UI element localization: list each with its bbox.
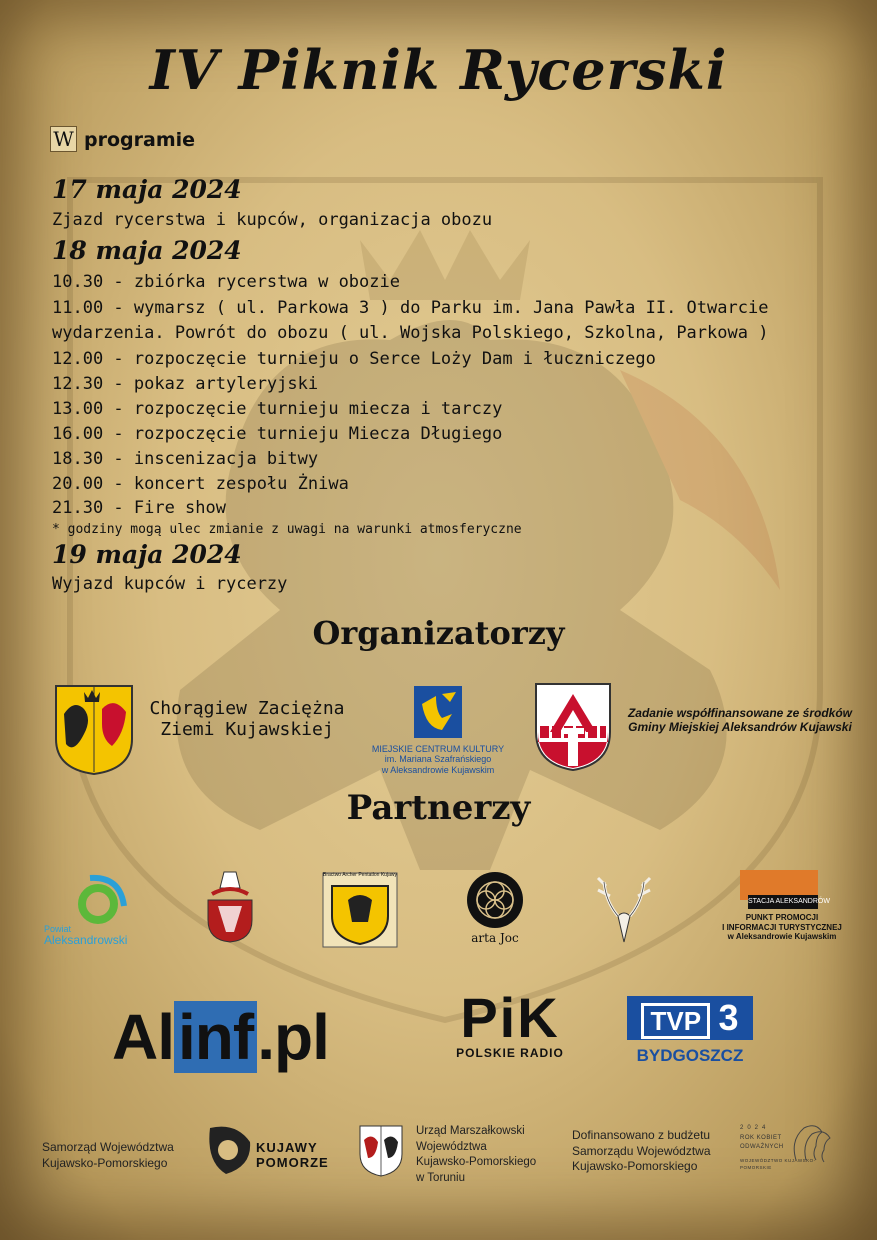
choragiew-name-line2: Ziemi Kujawskiej <box>160 719 334 740</box>
powiat-name: Aleksandrowski <box>44 933 128 948</box>
schedule-line: 21.30 - Fire show <box>52 498 226 518</box>
polskie-radio-text: POLSKIE RADIO <box>456 1046 564 1060</box>
day-3-line: Wyjazd kupców i rycerzy <box>52 574 288 594</box>
kujawy-line2: POMORZE <box>256 1154 329 1170</box>
rok-line2: ODWAŻNYCH <box>740 1144 784 1151</box>
rok-line1: ROK KOBIET <box>740 1134 782 1141</box>
urzad-line1: Urząd Marszałkowski <box>416 1125 525 1137</box>
aleksandrow-coat-of-arms <box>534 682 612 772</box>
punkt-line2: I INFORMACJI TURYSTYCZNEJ <box>722 922 842 932</box>
powiat-logo <box>68 872 132 928</box>
kujawy-pomorze-logo <box>206 1122 254 1176</box>
day-3-date: 19 maja 2024 <box>52 540 242 569</box>
knight-crest-logo <box>204 870 256 944</box>
mck-name-line1: MIEJSKIE CENTRUM KULTURY <box>371 744 505 754</box>
dofin-line1: Dofinansowano z budżetu <box>572 1128 711 1142</box>
dofin-line2: Samorządu Województwa <box>572 1143 711 1158</box>
urzad-line2: Województwa <box>416 1140 487 1153</box>
alinf-part-a: Al <box>112 1001 174 1073</box>
tvp-wordmark: TVP <box>641 1003 710 1039</box>
schedule-line: wydarzenia. Powrót do obozu ( ul. Wojska Polskiego, Szkolna, Parkowa ) <box>52 323 769 343</box>
pik-logo <box>452 986 568 1060</box>
choragiew-coat-of-arms <box>54 684 134 776</box>
choragiew-name-line1: Chorągiew Zaciężna <box>149 698 345 719</box>
rok-kobiet-faces-logo <box>786 1120 836 1166</box>
tvp-number: 3 <box>718 997 739 1038</box>
schedule-line: 12.30 - pokaz artyleryjski <box>52 374 319 394</box>
alinf-logo <box>112 1000 329 1074</box>
alinf-part-c: .pl <box>257 1001 329 1073</box>
weather-note: * godziny mogą ulec zmianie z uwagi na warunki atmosferyczne <box>52 522 522 537</box>
powiat-small: Powiat <box>44 924 72 934</box>
rok-year: 2024 <box>740 1125 770 1131</box>
bractwo-shield-top-text: Bractwo Archer Pentatlon Kujawy <box>323 872 397 878</box>
schedule-line: 12.00 - rozpoczęcie turnieju o Serce Loży Dam i łuczniczego <box>52 349 656 369</box>
mck-name-line3: w Aleksandrowie Kujawskim <box>381 764 495 775</box>
schedule-line: 18.30 - inscenizacja bitwy <box>52 449 319 469</box>
urzad-line4: w Toruniu <box>416 1171 466 1184</box>
rok-line3: WOJEWÓDZTWO KUJAWSKO-POMORSKIE <box>740 1157 816 1170</box>
samorzad-line1: Samorząd Województwa <box>42 1140 174 1154</box>
tvp3-logo <box>627 996 753 1040</box>
schedule-line: 16.00 - rozpoczęcie turnieju Miecza Długiego <box>52 424 503 444</box>
arta-joc-text: arta Joc <box>471 931 519 945</box>
program-heading: programie <box>84 129 196 151</box>
day-1-date: 17 maja 2024 <box>52 175 242 204</box>
alinf-part-b: inf <box>174 1001 257 1073</box>
schedule-line: 13.00 - rozpoczęcie turnieju miecza i tarczy <box>52 399 503 419</box>
day-1-line: Zjazd rycerstwa i kupców, organizacja obozu <box>52 210 493 230</box>
bydgoszcz-text: BYDGOSZCZ <box>636 1046 744 1065</box>
urzad-coat-of-arms <box>358 1124 404 1178</box>
pik-wordmark: PiK <box>460 986 560 1049</box>
schedule-line: 20.00 - koncert zespołu Żniwa <box>52 474 349 494</box>
poster-title: IV Piknik Rycerski <box>149 38 728 102</box>
punkt-line1: PUNKT PROMOCJI <box>745 913 819 922</box>
day-2-date: 18 maja 2024 <box>52 236 242 265</box>
cofinanced-line2: Gminy Miejskiej Aleksandrów Kujawski <box>628 720 852 734</box>
samorzad-line2: Kujawsko-Pomorskiego <box>42 1155 168 1170</box>
deer-skull-logo <box>594 872 654 944</box>
arta-joc-logo <box>464 870 526 930</box>
mck-name-line2: im. Mariana Szafrańskiego <box>384 754 492 765</box>
mck-logo <box>412 684 464 740</box>
partners-heading: Partnerzy <box>346 788 531 828</box>
dofin-line3: Kujawsko-Pomorskiego <box>572 1159 698 1174</box>
urzad-line3: Kujawsko-Pomorskiego <box>416 1156 537 1169</box>
stacja-word: STACJA <box>748 898 774 905</box>
cofinanced-line1: Zadanie współfinansowane ze środków <box>627 706 853 720</box>
punkt-line3: w Aleksandrowie Kujawskim <box>727 932 837 942</box>
stacja-aleksandrow: ALEKSANDRÓW <box>775 898 830 905</box>
kujawy-line1: KUJAWY <box>256 1140 318 1155</box>
bractwo-shield-logo <box>322 872 398 948</box>
schedule-line: 10.30 - zbiórka rycerstwa w obozie <box>52 272 400 292</box>
program-initial: W <box>50 126 77 152</box>
schedule-line: 11.00 - wymarsz ( ul. Parkowa 3 ) do Parku im. Jana Pawła II. Otwarcie <box>52 298 769 318</box>
organizers-heading: Organizatorzy <box>312 614 565 652</box>
